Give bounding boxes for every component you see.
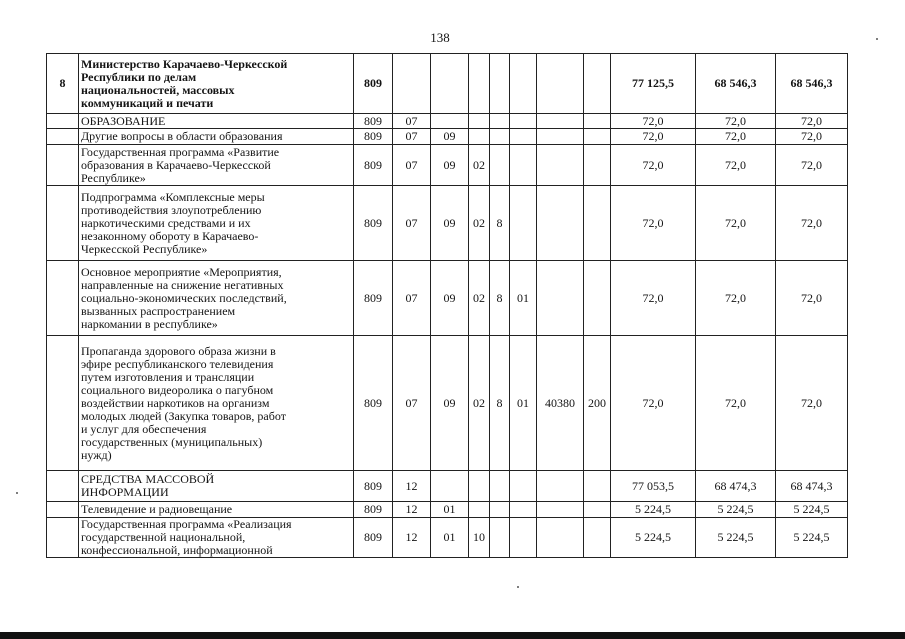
cell-y1: 5 224,5: [611, 518, 696, 558]
cell-csr2: [490, 471, 510, 502]
cell-pr: 09: [431, 129, 469, 145]
cell-name: Телевидение и радиовещание: [79, 502, 354, 518]
cell-name: Пропаганда здорового образа жизни в эфире республиканского телевидения путем изготовления и трансляции социального видеоролика о пагубном воздействии наркотиков на организм молодых людей (Закупка товаров, работ и услуг для обеспечения государственных (муниципальных) нужд): [79, 336, 354, 471]
cell-csr3: [510, 471, 537, 502]
cell-csr3: [510, 186, 537, 261]
cell-rz: 12: [393, 502, 431, 518]
cell-ved: 809: [354, 145, 393, 186]
cell-name: Основное мероприятие «Мероприятия, направленные на снижение негативных социально-экономических последствий, вызванных распространением наркомании в республике»: [79, 261, 354, 336]
cell-num: [47, 518, 79, 558]
table-row: [47, 54, 848, 114]
cell-rz: 12: [393, 471, 431, 502]
cell-num: [47, 336, 79, 471]
cell-y1: 72,0: [611, 336, 696, 471]
cell-csr1: [469, 129, 490, 145]
cell-rz: 12: [393, 518, 431, 558]
cell-y1: 72,0: [611, 261, 696, 336]
cell-csr3: [510, 114, 537, 129]
cell-csr2: 8: [490, 186, 510, 261]
cell-csr4: [537, 186, 584, 261]
cell-y3: 72,0: [776, 129, 848, 145]
cell-ved: 809: [354, 129, 393, 145]
cell-rz: 07: [393, 261, 431, 336]
cell-y1: 5 224,5: [611, 502, 696, 518]
cell-csr2: [490, 114, 510, 129]
cell-name: Подпрограмма «Комплексные меры противодействия злоупотреблению наркотическими средствами и их незаконному обороту в Карачаево- Черкесской Республике»: [79, 186, 354, 261]
cell-name: Государственная программа «Реализация государственной национальной, конфессиональной, информационной: [79, 518, 354, 558]
cell-rz: 07: [393, 114, 431, 129]
cell-csr4: [537, 502, 584, 518]
cell-csr3: 01: [510, 261, 537, 336]
cell-csr2: [490, 502, 510, 518]
cell-name: Другие вопросы в области образования: [79, 129, 354, 145]
cell-num: [47, 186, 79, 261]
cell-vr: [584, 129, 611, 145]
cell-csr3: [510, 129, 537, 145]
cell-y3: 72,0: [776, 114, 848, 129]
cell-pr: 09: [431, 186, 469, 261]
cell-pr: 09: [431, 145, 469, 186]
cell-csr4: 40380: [537, 336, 584, 471]
scan-speck: [517, 586, 519, 588]
cell-vr: [584, 261, 611, 336]
cell-y3: 72,0: [776, 261, 848, 336]
cell-y2: 68 546,3: [696, 54, 776, 114]
cell-csr1: 02: [469, 186, 490, 261]
cell-pr: [431, 471, 469, 502]
cell-vr: [584, 186, 611, 261]
cell-y3: 72,0: [776, 145, 848, 186]
cell-csr2: [490, 518, 510, 558]
cell-csr2: 8: [490, 336, 510, 471]
cell-y2: 68 474,3: [696, 471, 776, 502]
cell-y2: 72,0: [696, 261, 776, 336]
cell-y2: 5 224,5: [696, 518, 776, 558]
cell-ved: 809: [354, 502, 393, 518]
budget-table: [46, 53, 848, 558]
cell-rz: 07: [393, 336, 431, 471]
cell-csr4: [537, 518, 584, 558]
cell-csr1: 10: [469, 518, 490, 558]
cell-num: [47, 129, 79, 145]
cell-y3: 68 546,3: [776, 54, 848, 114]
cell-ved: 809: [354, 261, 393, 336]
cell-pr: 01: [431, 502, 469, 518]
cell-name: Министерство Карачаево-Черкесской Республики по делам национальностей, массовых коммуникаций и печати: [79, 54, 354, 114]
cell-num: [47, 114, 79, 129]
cell-ved: 809: [354, 114, 393, 129]
cell-csr2: [490, 145, 510, 186]
cell-csr2: [490, 54, 510, 114]
cell-csr1: [469, 502, 490, 518]
cell-vr: [584, 518, 611, 558]
table-body: [47, 54, 848, 558]
cell-rz: [393, 54, 431, 114]
cell-pr: 01: [431, 518, 469, 558]
cell-pr: 09: [431, 261, 469, 336]
cell-y2: 72,0: [696, 114, 776, 129]
cell-num: [47, 145, 79, 186]
cell-csr3: [510, 145, 537, 186]
table-row: [47, 261, 848, 336]
scan-speck: [876, 38, 878, 40]
cell-rz: 07: [393, 186, 431, 261]
cell-csr1: 02: [469, 145, 490, 186]
cell-csr3: 01: [510, 336, 537, 471]
cell-num: [47, 502, 79, 518]
cell-y1: 77 053,5: [611, 471, 696, 502]
cell-y2: 72,0: [696, 129, 776, 145]
cell-vr: [584, 502, 611, 518]
cell-csr4: [537, 261, 584, 336]
cell-y3: 72,0: [776, 186, 848, 261]
cell-vr: 200: [584, 336, 611, 471]
cell-csr1: [469, 471, 490, 502]
cell-ved: 809: [354, 54, 393, 114]
cell-y2: 72,0: [696, 336, 776, 471]
cell-num: [47, 261, 79, 336]
cell-csr1: [469, 54, 490, 114]
cell-vr: [584, 471, 611, 502]
table-row: [47, 336, 848, 471]
table-row: [47, 145, 848, 186]
table-row: [47, 471, 848, 502]
cell-pr: [431, 54, 469, 114]
cell-num: [47, 471, 79, 502]
cell-ved: 809: [354, 471, 393, 502]
table-row: [47, 186, 848, 261]
cell-name: Государственная программа «Развитие образования в Карачаево-Черкесской Республике»: [79, 145, 354, 186]
cell-y3: 72,0: [776, 336, 848, 471]
cell-rz: 07: [393, 129, 431, 145]
cell-name: СРЕДСТВА МАССОВОЙ ИНФОРМАЦИИ: [79, 471, 354, 502]
cell-ved: 809: [354, 336, 393, 471]
cell-y2: 72,0: [696, 186, 776, 261]
cell-csr4: [537, 114, 584, 129]
cell-vr: [584, 54, 611, 114]
cell-ved: 809: [354, 518, 393, 558]
cell-csr4: [537, 145, 584, 186]
cell-rz: 07: [393, 145, 431, 186]
cell-csr3: [510, 502, 537, 518]
cell-csr4: [537, 471, 584, 502]
page-number: 138: [430, 30, 450, 45]
cell-y3: 68 474,3: [776, 471, 848, 502]
cell-pr: [431, 114, 469, 129]
cell-y1: 72,0: [611, 145, 696, 186]
cell-csr2: 8: [490, 261, 510, 336]
cell-csr4: [537, 54, 584, 114]
table-row: [47, 518, 848, 558]
cell-csr3: [510, 54, 537, 114]
table-row: [47, 129, 848, 145]
cell-csr1: 02: [469, 336, 490, 471]
cell-y1: 72,0: [611, 186, 696, 261]
cell-y2: 5 224,5: [696, 502, 776, 518]
cell-vr: [584, 114, 611, 129]
cell-num: 8: [47, 54, 79, 114]
cell-y1: 72,0: [611, 129, 696, 145]
cell-y3: 5 224,5: [776, 518, 848, 558]
cell-csr1: 02: [469, 261, 490, 336]
cell-csr1: [469, 114, 490, 129]
cell-y2: 72,0: [696, 145, 776, 186]
cell-name: ОБРАЗОВАНИЕ: [79, 114, 354, 129]
cell-csr4: [537, 129, 584, 145]
cell-y1: 77 125,5: [611, 54, 696, 114]
cell-y1: 72,0: [611, 114, 696, 129]
table-row: [47, 114, 848, 129]
page-bottom-edge: [0, 632, 905, 639]
table-row: [47, 502, 848, 518]
cell-pr: 09: [431, 336, 469, 471]
scan-speck: [16, 492, 18, 494]
cell-csr2: [490, 129, 510, 145]
cell-vr: [584, 145, 611, 186]
cell-y3: 5 224,5: [776, 502, 848, 518]
cell-ved: 809: [354, 186, 393, 261]
cell-csr3: [510, 518, 537, 558]
